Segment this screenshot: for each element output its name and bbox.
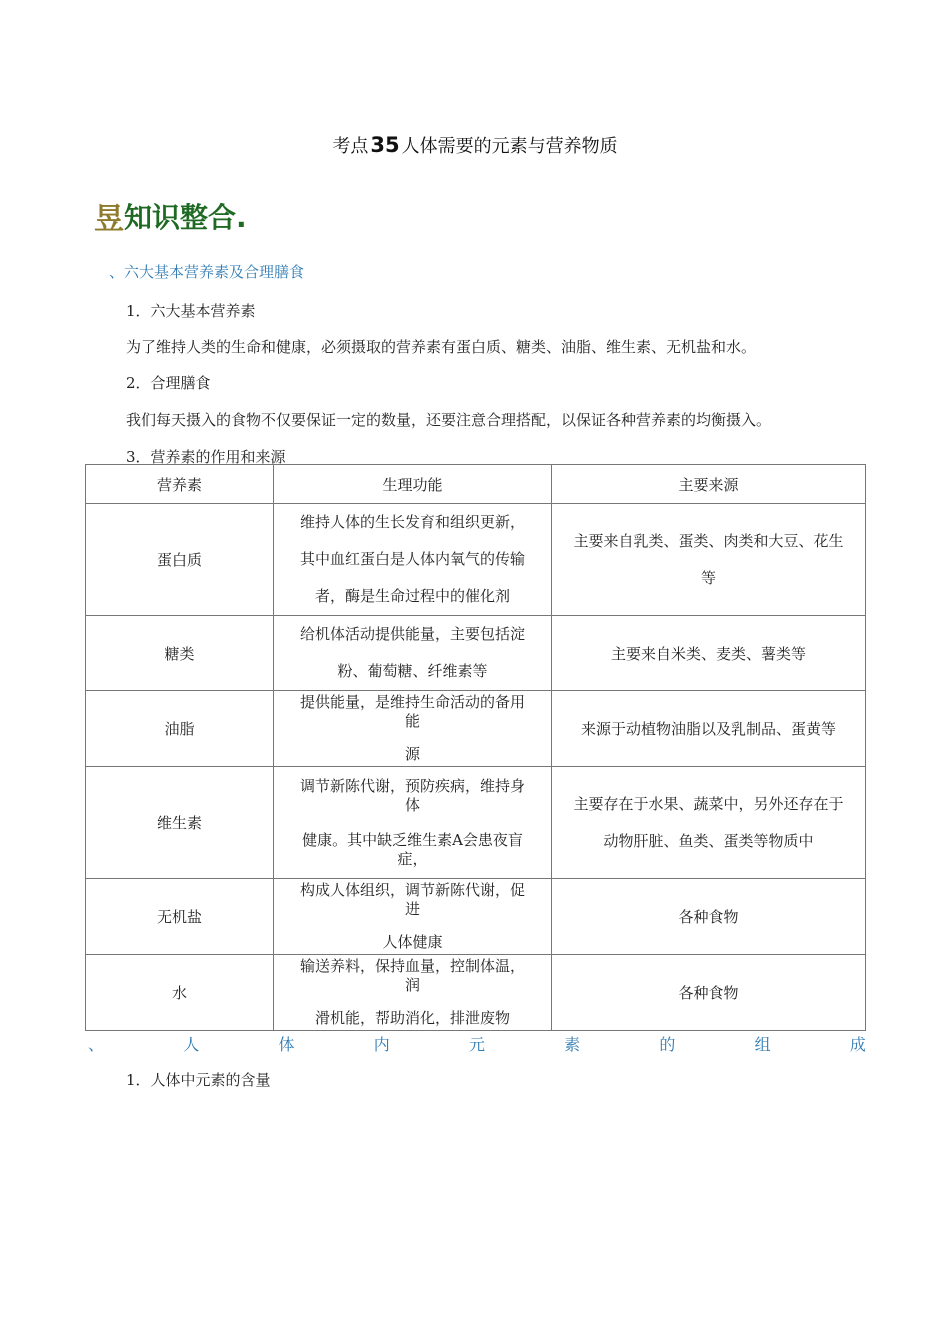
header-nutrient: 营养素 <box>86 465 274 504</box>
source-line: 各种食物 <box>678 984 739 1002</box>
nutrient-function <box>274 691 552 767</box>
function-line: 构成人体组织，调节新陈代谢，促 <box>299 881 525 899</box>
function-line: 进 <box>404 900 420 918</box>
function-line: 健康。其中缺乏维生素A会患夜盲 <box>302 830 523 849</box>
nutrient-name: 糖类 <box>86 616 274 691</box>
function-line: 其中血红蛋白是人体内氧气的传输 <box>299 550 525 568</box>
source-line: 等 <box>700 568 716 587</box>
header-function: 生理功能 <box>274 465 552 504</box>
item-heading-3: 3．营养素的作用和来源 <box>126 448 286 466</box>
heading-char: 元 <box>468 1035 485 1054</box>
nutrient-function <box>274 767 552 879</box>
title-prefix: 考点 <box>332 136 369 157</box>
heading-char: 的 <box>659 1035 676 1054</box>
table-row <box>86 879 866 955</box>
function-line: 能 <box>404 712 420 730</box>
nutrient-source <box>552 691 866 767</box>
source-line: 主要来自米类、麦类、薯类等 <box>610 644 806 663</box>
function-line: 人体健康 <box>382 933 443 951</box>
function-line: 给机体活动提供能量，主要包括淀 <box>299 625 525 643</box>
nutrient-function <box>274 616 552 691</box>
nutrient-source <box>552 955 866 1031</box>
function-line: 调节新陈代谢，预防疾病，维持身 <box>299 776 525 795</box>
page-title <box>0 132 950 158</box>
nutrient-name: 油脂 <box>86 691 274 767</box>
function-line: 者，酶是生命过程中的催化剂 <box>314 587 510 605</box>
title-suffix: 人体需要的元素与营养物质 <box>401 136 618 157</box>
banner-text: 知识整合. <box>124 201 247 234</box>
header-source: 主要来源 <box>552 465 866 504</box>
item-heading-2: 2．合理膳食 <box>126 374 211 392</box>
section-heading-1: 、六大基本营养素及合理膳食 <box>109 263 305 281</box>
table-header-row <box>86 465 866 504</box>
heading-char: 组 <box>754 1035 771 1054</box>
table-row <box>86 691 866 767</box>
function-line: 粉、葡萄糖、纤维素等 <box>337 662 488 680</box>
nutrient-table <box>85 464 866 1031</box>
function-line: 症， <box>397 849 428 868</box>
table-row <box>86 616 866 691</box>
table-row <box>86 955 866 1031</box>
item-text-1: 为了维持人类的生命和健康，必须摄取的营养素有蛋白质、糖类、油脂、维生素、无机盐和水。 <box>126 338 757 356</box>
nutrient-function <box>274 879 552 955</box>
item-heading-4: 1．人体中元素的含量 <box>126 1071 271 1089</box>
heading-char: 成 <box>849 1035 866 1054</box>
function-line: 润 <box>404 976 420 994</box>
heading-char: 素 <box>564 1035 581 1054</box>
nutrient-name: 维生素 <box>86 767 274 879</box>
section-heading-2 <box>88 1032 866 1055</box>
function-line: 体 <box>404 795 420 814</box>
heading-char: 人 <box>183 1035 200 1054</box>
heading-char: 体 <box>278 1035 295 1054</box>
source-line: 来源于动植物油脂以及乳制品、蛋黄等 <box>580 720 836 738</box>
title-number: 35 <box>370 133 400 157</box>
source-line: 主要来自乳类、蛋类、肉类和大豆、花生 <box>573 531 844 550</box>
source-line: 各种食物 <box>678 908 739 926</box>
function-line: 滑机能，帮助消化，排泄废物 <box>314 1009 510 1027</box>
table-row <box>86 767 866 879</box>
function-line: 输送养料，保持血量，控制体温， <box>299 957 525 975</box>
heading-char: 、 <box>88 1035 105 1054</box>
function-line: 源 <box>404 745 420 763</box>
nutrient-function <box>274 504 552 616</box>
source-line: 主要存在于水果、蔬菜中，另外还存在于 <box>573 794 844 813</box>
section-banner <box>94 196 247 236</box>
table-row <box>86 504 866 616</box>
item-heading-1: 1．六大基本营养素 <box>126 302 256 320</box>
nutrient-function <box>274 955 552 1031</box>
nutrient-name: 无机盐 <box>86 879 274 955</box>
banner-icon: 昱 <box>94 202 124 237</box>
nutrient-name: 蛋白质 <box>86 504 274 616</box>
function-line: 维持人体的生长发育和组织更新， <box>299 513 525 531</box>
source-line: 动物肝脏、鱼类、蛋类等物质中 <box>603 831 814 850</box>
nutrient-name: 水 <box>86 955 274 1031</box>
nutrient-source <box>552 504 866 616</box>
heading-char: 内 <box>373 1035 390 1054</box>
nutrient-source <box>552 879 866 955</box>
nutrient-source <box>552 767 866 879</box>
nutrient-source <box>552 616 866 691</box>
function-line: 提供能量，是维持生命活动的备用 <box>299 693 525 711</box>
item-text-2: 我们每天摄入的食物不仅要保证一定的数量，还要注意合理搭配，以保证各种营养素的均衡摄入。 <box>126 411 772 429</box>
